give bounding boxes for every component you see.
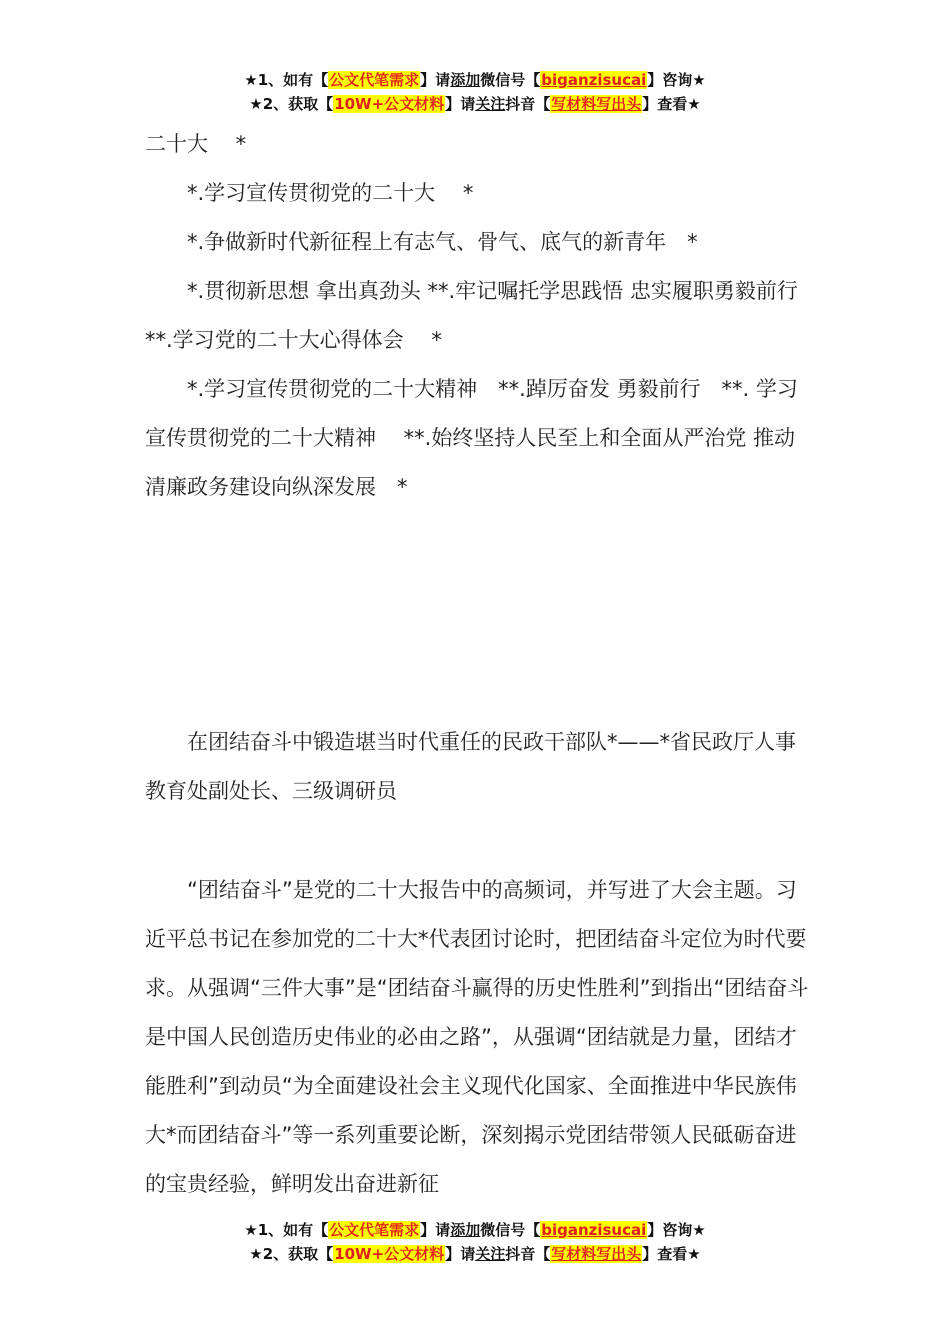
banner-text: 】查看★ xyxy=(642,1245,701,1263)
header-banner xyxy=(0,68,950,116)
banner-text: ★2、获取【 xyxy=(249,95,334,113)
banner-emphasis: 添加 xyxy=(450,71,481,89)
banner-line-2 xyxy=(0,1242,950,1266)
banner-text: 】请 xyxy=(420,1221,451,1239)
banner-highlight: 公文代笔需求 xyxy=(329,1221,420,1239)
banner-line-1 xyxy=(0,1218,950,1242)
banner-text: 】查看★ xyxy=(642,95,701,113)
banner-emphasis: 关注 xyxy=(475,95,506,113)
related-item: *.学习宣传贯彻党的二十大 * xyxy=(187,181,474,205)
banner-line-1 xyxy=(0,68,950,92)
banner-text: 抖音【 xyxy=(505,95,551,113)
banner-text: ★2、获取【 xyxy=(249,1245,334,1263)
banner-douyin-id: 写材料写出头 xyxy=(551,95,642,113)
banner-text: 】咨询★ xyxy=(647,1221,706,1239)
banner-text: ★1、如有【 xyxy=(244,71,329,89)
banner-text: 微信号【 xyxy=(480,71,541,89)
article-body xyxy=(145,866,810,1209)
related-list xyxy=(145,120,819,512)
banner-highlight: 10W+公文材料 xyxy=(334,95,445,113)
banner-text: ★1、如有【 xyxy=(244,1221,329,1239)
article-title-text: 在团结奋斗中锻造堪当时代重任的民政干部队*——*省民政厅人事教育处副处长、三级调研员 xyxy=(145,730,796,803)
banner-text: 抖音【 xyxy=(505,1245,551,1263)
banner-text: 】请 xyxy=(445,95,476,113)
banner-text: 】请 xyxy=(420,71,451,89)
banner-wechat-id: biganzisucai xyxy=(541,71,647,89)
article-title xyxy=(145,718,810,816)
banner-text: 】请 xyxy=(445,1245,476,1263)
footer-banner xyxy=(0,1218,950,1266)
banner-highlight: 公文代笔需求 xyxy=(329,71,420,89)
related-item: *.争做新时代新征程上有志气、骨气、底气的新青年 * xyxy=(187,230,698,254)
related-item: *.贯彻新思想 拿出真劲头 **.牢记嘱托学思践悟 忠实履职勇毅前行 **.学习党的二十大心得体会 * xyxy=(145,279,819,352)
banner-emphasis: 关注 xyxy=(475,1245,506,1263)
banner-emphasis: 添加 xyxy=(450,1221,481,1239)
banner-highlight: 10W+公文材料 xyxy=(334,1245,445,1263)
banner-text: 】咨询★ xyxy=(647,71,706,89)
banner-text: 微信号【 xyxy=(480,1221,541,1239)
banner-wechat-id: biganzisucai xyxy=(541,1221,647,1239)
related-item: *.学习宣传贯彻党的二十大精神 **.踔厉奋发 勇毅前行 **. 学习宣传贯彻党的二十大精神 **.始终坚持人民至上和全面从严治党 推动清廉政务建设向纵深发展 * xyxy=(145,377,798,499)
body-paragraph: “团结奋斗”是党的二十大报告中的高频词，并写进了大会主题。习近平总书记在参加党的二十大*代表团讨论时，把团结奋斗定位为时代要求。从强调“三件大事”是“团结奋斗赢得的历史性胜利”到指出“团结奋斗是中国人民创造历史伟业的必由之路”，从强调“团结就是力量，团结才能胜利”到动员“为全面建设社会主义现代化国家、全面推进中华民族伟大*而团结奋斗”等一系列重要论断，深刻揭示党团结带领人民砥砺奋进的宝贵经验，鲜明发出奋进新征 xyxy=(145,878,809,1196)
related-item: 二十大 * xyxy=(145,132,247,156)
banner-douyin-id: 写材料写出头 xyxy=(551,1245,642,1263)
banner-line-2 xyxy=(0,92,950,116)
